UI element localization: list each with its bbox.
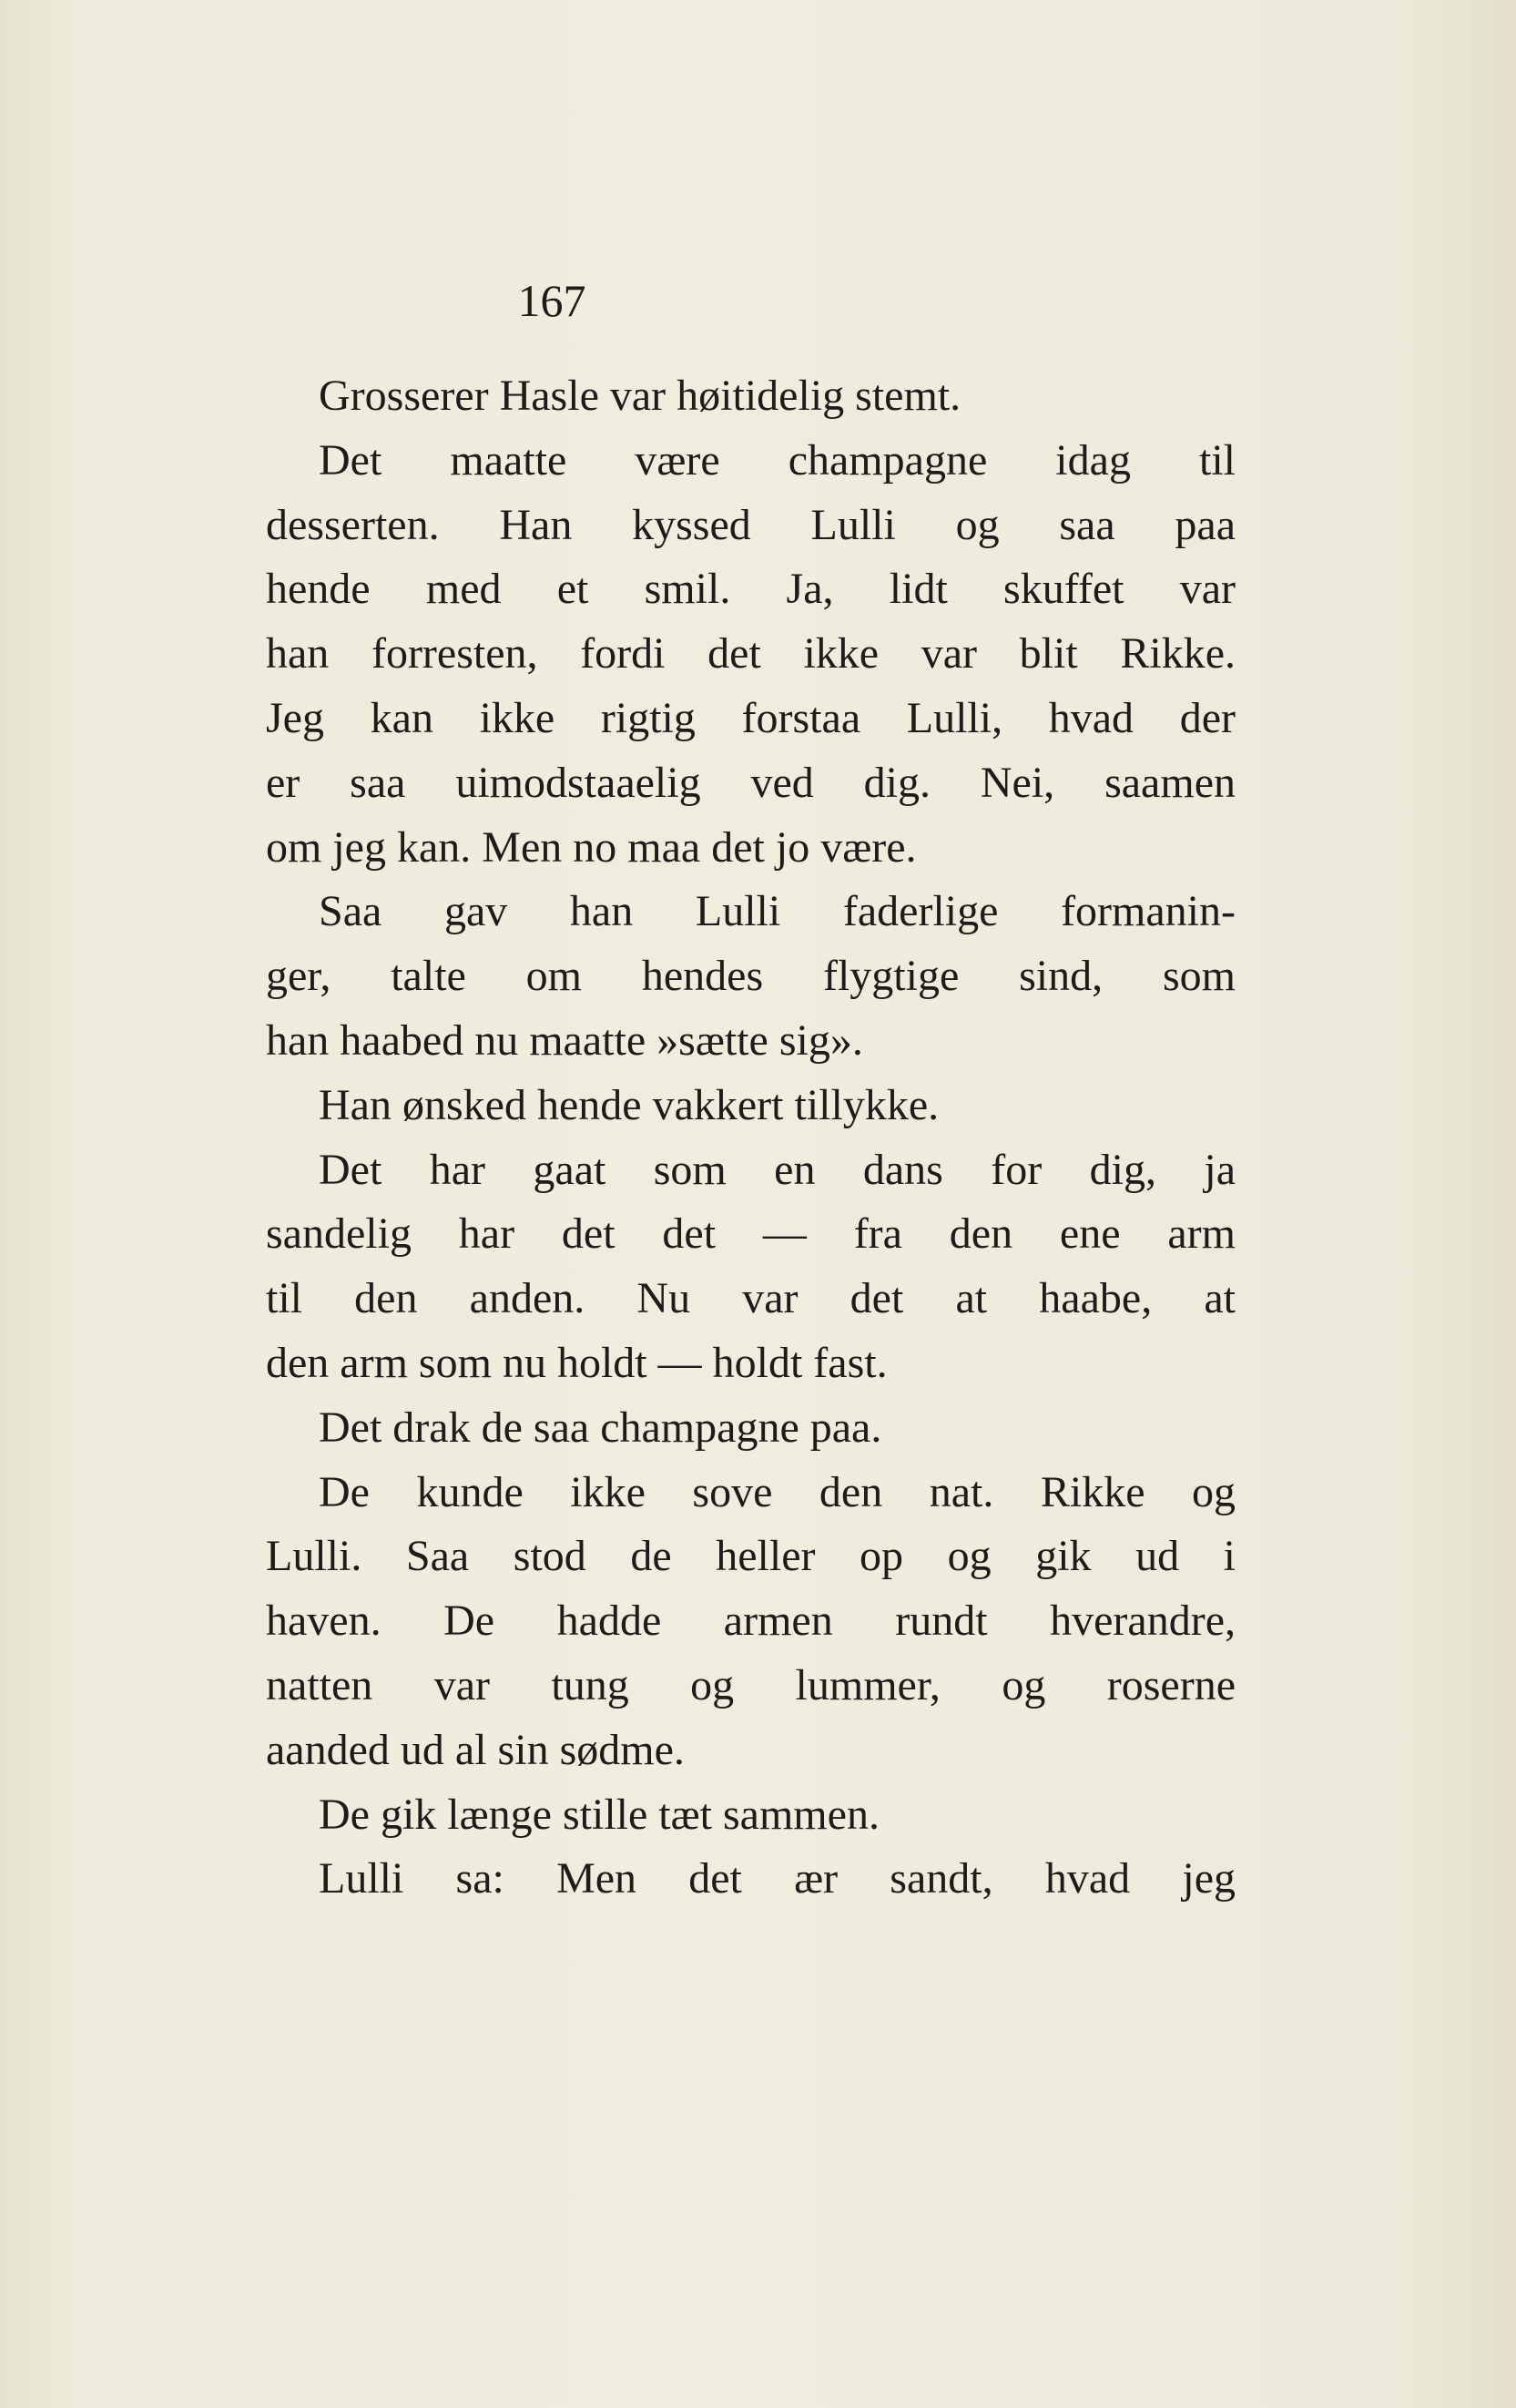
text-line: han forresten, fordi det ikke var blit Rikke. xyxy=(266,629,1236,679)
text-line: Det maatte være champagne idag til xyxy=(319,435,1236,485)
text-line: Grosserer Hasle var høitidelig stemt. xyxy=(319,372,961,420)
text-line: De kunde ikke sove den nat. Rikke og xyxy=(319,1467,1236,1516)
text-line: ger, talte om hendes flygtige sind, som xyxy=(266,952,1236,1001)
text-line: Lulli. Saa stod de heller op og gik ud i xyxy=(266,1532,1236,1581)
text-line: aanded ud al sin sødme. xyxy=(266,1725,685,1774)
text-line: Lulli sa: Men det ær sandt, hvad jeg xyxy=(319,1854,1236,1903)
text-line: De gik længe stille tæt sammen. xyxy=(319,1790,880,1839)
text-line: den arm som nu holdt — holdt fast. xyxy=(266,1338,888,1387)
text-line: Saa gav han Lulli faderlige formanin- xyxy=(319,887,1236,936)
text-line: Det drak de saa champagne paa. xyxy=(319,1403,882,1452)
text-line: Han ønsked hende vakkert tillykke. xyxy=(319,1080,940,1129)
text-line: om jeg kan. Men no maa det jo være. xyxy=(266,822,917,872)
text-line: er saa uimodstaaelig ved dig. Nei, saamen xyxy=(266,758,1236,807)
text-line: til den anden. Nu var det at haabe, at xyxy=(266,1274,1236,1323)
text-line: Det har gaat som en dans for dig, ja xyxy=(319,1145,1236,1194)
page-number: 167 xyxy=(517,275,586,326)
text-line: han haabed nu maatte »sætte sig». xyxy=(266,1015,863,1065)
text-line: sandelig har det det — fra den ene arm xyxy=(266,1209,1236,1259)
body-text xyxy=(266,364,1236,1912)
text-line: haven. De hadde armen rundt hverandre, xyxy=(266,1597,1236,1646)
text-line: hende med et smil. Ja, lidt skuffet var xyxy=(266,565,1236,614)
text-line: desserten. Han kyssed Lulli og saa paa xyxy=(266,500,1236,549)
text-line: Jeg kan ikke rigtig forstaa Lulli, hvad der xyxy=(266,693,1236,742)
text-line: natten var tung og lummer, og roserne xyxy=(266,1660,1236,1709)
